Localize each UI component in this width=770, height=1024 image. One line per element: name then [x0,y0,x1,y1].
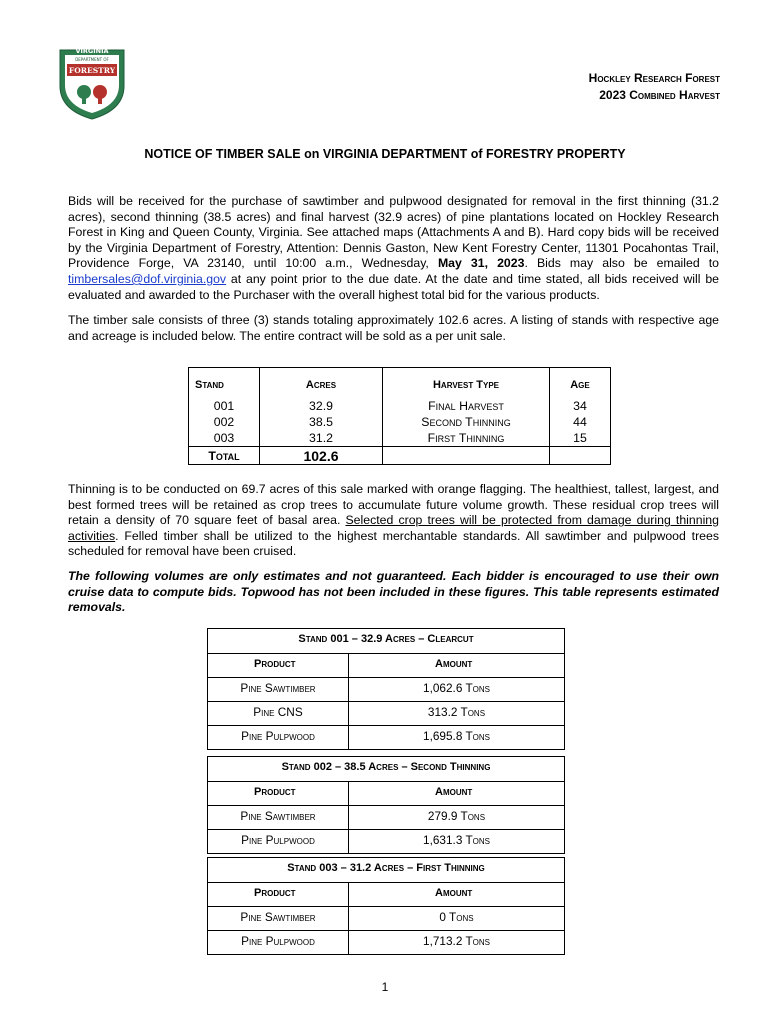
amount-header: Amount [435,658,473,670]
stand-age: 44 [550,414,611,430]
sale-summary-paragraph: The timber sale consists of three (3) stands totaling approximately 102.6 acres. A listing of stands with respective age and acreage is included below. The entire contract will be sold as a per unit sale. [68,313,719,343]
product-header: Product [208,654,349,677]
table-row [208,702,564,726]
product-amount: 279.9 Tons [427,809,486,823]
volume-table-title: Stand 002 – 38.5 Acres – Second Thinning [208,757,564,782]
product-amount: 1,713.2 Tons [423,934,490,948]
thinning-text-2: . Felled timber shall be utilized to the highest merchantable standards. All sawtimber and pulpwood trees scheduled for removal have been cruised. [68,528,719,559]
product-name: Pine Pulpwood [208,726,349,749]
amount-header: Amount [435,887,473,899]
email-link[interactable]: timbersales@dof.virginia.gov [68,271,227,286]
total-label: Total [189,447,260,465]
thinning-text-1: Thinning is to be conducted on 69.7 acres of this sale marked with orange flagging. The healthiest, tallest, largest, and best formed trees will be retained as crop trees to accumulate future volume growth. These residual crop trees will retain a density of 70 square feet of basal area. [68,482,719,528]
product-name: Pine Pulpwood [208,830,349,853]
total-row [189,447,611,465]
bid-paragraph [68,194,719,303]
stand-table [188,367,611,465]
table-row [189,398,611,414]
volume-table-header [208,654,564,678]
svg-text:DEPARTMENT OF: DEPARTMENT OF [75,57,109,62]
header-age: Age [550,368,611,399]
svg-text:FORESTRY: FORESTRY [68,66,116,75]
table-row [208,931,564,954]
page-number: 1 [381,980,389,994]
notice-title: NOTICE OF TIMBER SALE on VIRGINIA DEPARTMENT of FORESTRY PROPERTY [144,147,626,161]
product-amount: 1,062.6 Tons [423,681,490,695]
estimates-disclaimer: The following volumes are only estimates and not guaranteed. Each bidder is encouraged to use their own cruise data to compute bids. Topwood has not been included in these figures. This table represents estimated removals. [68,569,719,615]
product-name: Pine Pulpwood [208,931,349,954]
stand-table-header [189,368,611,399]
table-row [208,726,564,749]
stand-id: 001 [189,398,260,414]
header-harvest-type: Harvest Type [383,368,550,399]
volume-table-stand-003 [207,857,565,955]
product-name: Pine Sawtimber [208,907,349,930]
total-empty-2 [550,447,611,465]
svg-text:VIRGINIA: VIRGINIA [75,47,109,55]
stand-id: 003 [189,430,260,447]
product-name: Pine CNS [208,702,349,725]
due-date: May 31, 2023 [437,256,525,271]
stand-harvest-type: First Thinning [383,430,550,447]
header-title [589,70,720,104]
thinning-underlined: Selected crop trees will be protected from damage during thinning activities [68,513,719,543]
table-row [208,907,564,931]
table-row [189,430,611,447]
header-title-line1: Hockley Research Forest [588,71,720,85]
header-acres: Acres [260,368,383,399]
stand-age: 15 [550,430,611,447]
header-title-line2: 2023 Combined Harvest [599,88,720,102]
virginia-forestry-logo [56,40,128,120]
product-amount: 1,631.3 Tons [423,833,490,847]
product-amount: 0 Tons [439,910,474,924]
product-header: Product [208,883,349,906]
stand-harvest-type: Final Harvest [383,398,550,414]
volume-table-stand-001 [207,628,565,750]
volume-table-header [208,883,564,907]
product-name: Pine Sawtimber [208,678,349,701]
bid-text-3: at any point prior to the due date. At the date and time stated, all bids received will be evaluated and awarded to the Purchaser with the overall highest total bid for the various products. [68,271,719,302]
total-empty-1 [383,447,550,465]
stand-acres: 32.9 [260,398,383,414]
thinning-paragraph [68,482,719,560]
stand-id: 002 [189,414,260,430]
volume-table-stand-002 [207,756,565,854]
table-row [208,806,564,830]
bid-text-2: . Bids may also be emailed to [524,256,719,271]
volume-table-title: Stand 003 – 31.2 Acres – First Thinning [208,858,564,883]
product-name: Pine Sawtimber [208,806,349,829]
header-stand: Stand [189,368,260,399]
product-amount: 1,695.8 Tons [423,729,490,743]
total-acres: 102.6 [260,447,383,465]
stand-age: 34 [550,398,611,414]
amount-header: Amount [435,786,473,798]
stand-harvest-type: Second Thinning [383,414,550,430]
volume-table-title: Stand 001 – 32.9 Acres – Clearcut [208,629,564,654]
stand-acres: 31.2 [260,430,383,447]
volume-table-header [208,782,564,806]
product-amount: 313.2 Tons [427,705,486,719]
table-row [189,414,611,430]
stand-acres: 38.5 [260,414,383,430]
table-row [208,678,564,702]
bid-text-1: Bids will be received for the purchase of sawtimber and pulpwood designated for removal in the first thinning (31.2 acres), second thinning (38.5 acres) and final harvest (32.9 acres) of pine plantations located on Hockley Research Forest in King and Queen County, Virginia. See attached maps (Attachments A and B). Hard copy bids will be received by the Virginia Department of Forestry, Attention: Dennis Gaston, New Kent Forestry Center, 11301 Pocahontas Trail, Providence Forge, VA 23140, until 10:00 a.m., Wednesday, [68,194,719,271]
table-row [208,830,564,853]
product-header: Product [208,782,349,805]
